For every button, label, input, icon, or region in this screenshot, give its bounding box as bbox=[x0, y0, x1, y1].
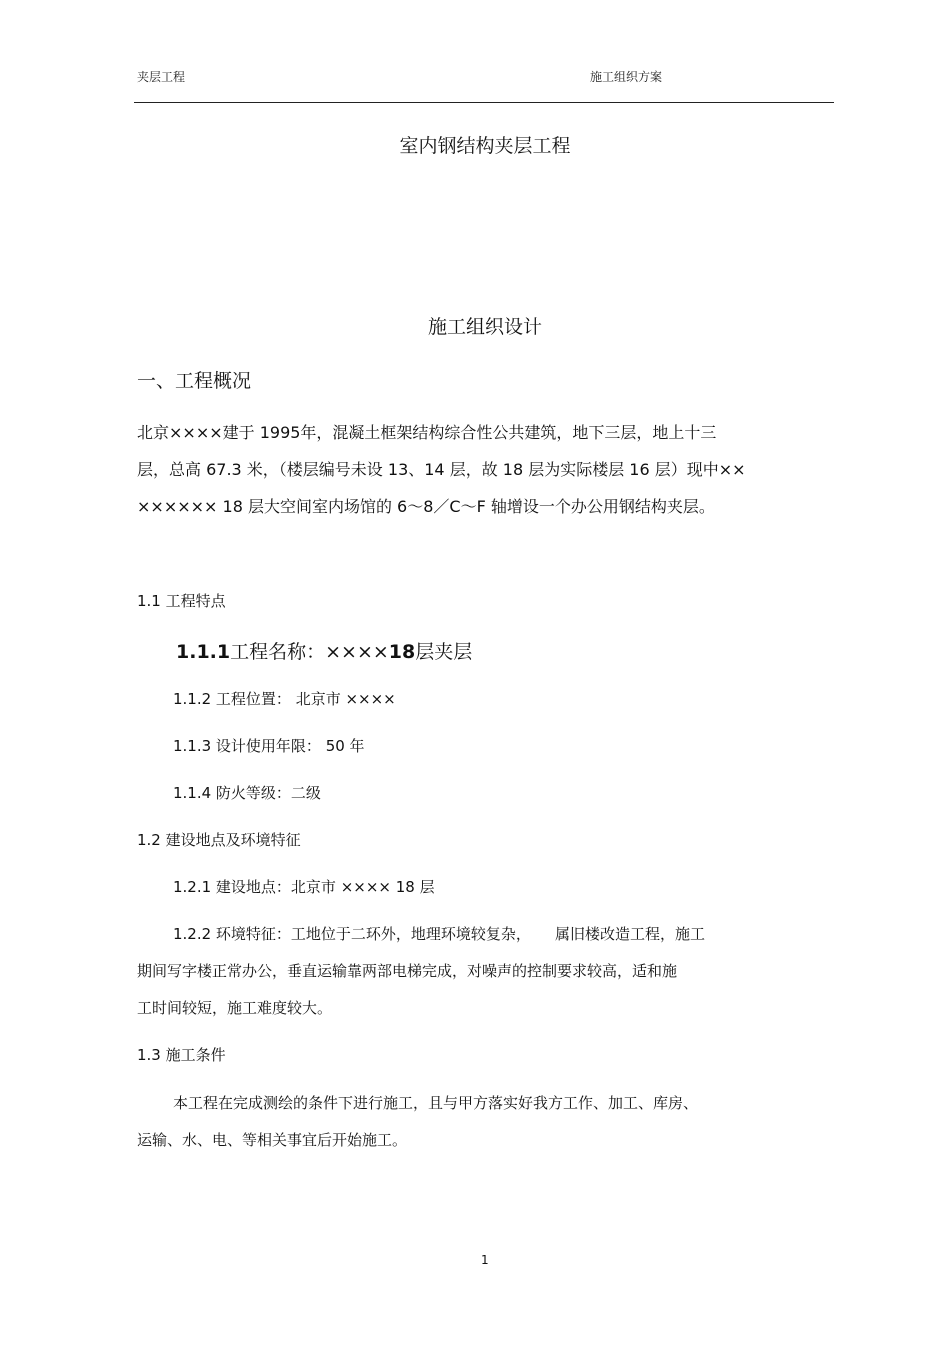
conditions-line-2: 运输、水、电、等相关事宜后开始施工。 bbox=[137, 1131, 408, 1149]
environment-line-3: 工时间较短，施工难度较大。 bbox=[137, 999, 333, 1017]
header-right: 施工组织方案 bbox=[590, 70, 663, 84]
environment-line-2: 期间写字楼正常办公，垂直运输靠两部电梯完成，对噪声的控制要求较高，适和施 bbox=[137, 962, 678, 980]
section-heading-1-1: 1.1 工程特点 bbox=[137, 592, 226, 610]
section-heading-1-3: 1.3 施工条件 bbox=[137, 1046, 226, 1064]
document-title: 室内钢结构夹层工程 bbox=[399, 135, 571, 157]
design-life-line: 1.1.3 设计使用年限： 50 年 bbox=[173, 737, 365, 755]
header-left: 夹层工程 bbox=[137, 70, 186, 84]
conditions-line-1: 本工程在完成测绘的条件下进行施工，且与甲方落实好我方工作、加工、库房、 bbox=[173, 1094, 699, 1112]
fire-rating-line: 1.1.4 防火等级：二级 bbox=[173, 784, 321, 802]
section-heading-overview: 一、工程概况 bbox=[137, 370, 252, 392]
project-name-line bbox=[176, 637, 472, 664]
environment-line-1a: 1.2.2 环境特征：工地位于二环外，地理环境较复杂， bbox=[173, 925, 531, 943]
project-location-line: 1.1.2 工程位置： 北京市 ×××× bbox=[173, 690, 396, 708]
overview-para-line-2: 层，总高 67.3 米，（楼层编号未设 13、14 层，故 18 层为实际楼层 16 层）现中×× bbox=[137, 460, 746, 479]
page-number: 1 bbox=[481, 1253, 489, 1267]
header-rule bbox=[134, 102, 834, 103]
site-location-line: 1.2.1 建设地点：北京市 ×××× 18 层 bbox=[173, 878, 435, 896]
overview-para-line-3: ×××××× 18 层大空间室内场馆的 6～8／C～F 轴增设一个办公用钢结构夹层。 bbox=[137, 497, 715, 516]
environment-line-1b: 属旧楼改造工程，施工 bbox=[554, 925, 705, 943]
project-name-label: 工程名称：×××× bbox=[230, 641, 389, 663]
overview-para-line-1: 北京××××建于 1995年，混凝土框架结构综合性公共建筑，地下三层，地上十三 bbox=[137, 423, 717, 442]
environment-line-1 bbox=[173, 923, 705, 944]
project-name-floor-number: 18 bbox=[388, 641, 416, 663]
project-name-number: 1.1.1 bbox=[176, 641, 231, 663]
document-subtitle: 施工组织设计 bbox=[427, 316, 542, 338]
project-name-tail: 层夹层 bbox=[415, 641, 473, 663]
section-heading-1-2: 1.2 建设地点及环境特征 bbox=[137, 831, 301, 849]
